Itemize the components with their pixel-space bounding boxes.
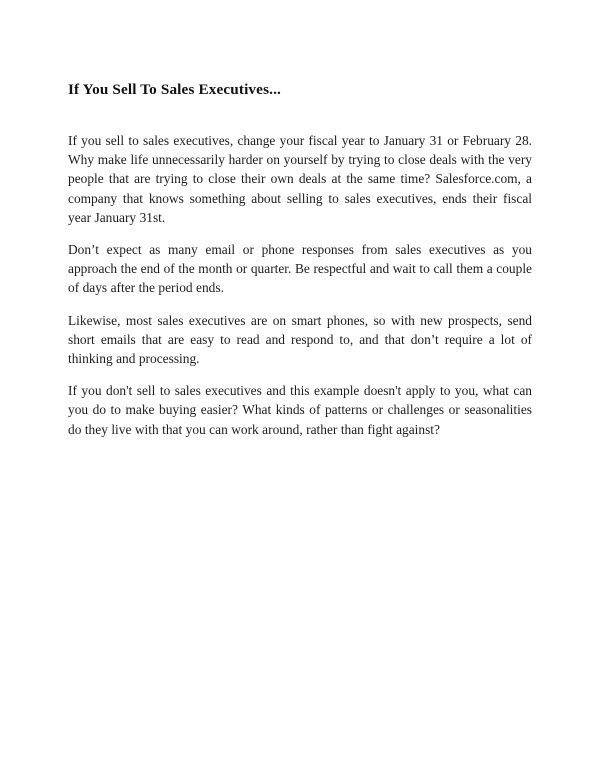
document-content: [68, 80, 532, 439]
body-paragraph-1: If you sell to sales executives, change your fiscal year to January 31 or February 28. Why make life unnecessarily harder on yourself by trying to close deals with the very people that are trying to close their own deals at the same time? Salesforce.com, a company that knows something about selling to sales executives, ends their fiscal year January 31st.: [68, 133, 532, 225]
page-title: If You Sell To Sales Executives...: [68, 81, 281, 98]
body-paragraph-4: If you don't sell to sales executives and this example doesn't apply to you, what can you do to make buying easier? What kinds of patterns or challenges or seasonalities do they live with that you can work around, rather than fight against?: [68, 383, 532, 437]
document-body: [68, 131, 532, 439]
body-paragraph-2: Don’t expect as many email or phone responses from sales executives as you approach the end of the month or quarter. Be respectful and wait to call them a couple of days after the period ends.: [68, 242, 532, 296]
body-paragraph-3: Likewise, most sales executives are on smart phones, so with new prospects, send short emails that are easy to read and respond to, and that don’t require a lot of thinking and processing.: [68, 312, 532, 367]
